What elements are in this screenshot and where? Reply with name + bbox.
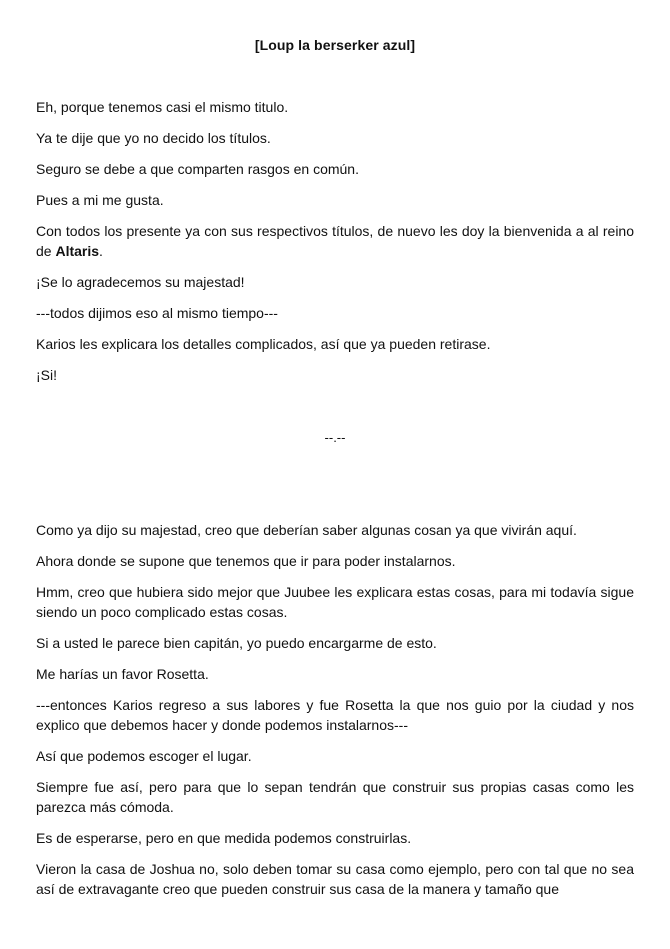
page-title: [Loup la berserker azul] bbox=[254, 37, 416, 53]
paragraph: ---todos dijimos eso al mismo tiempo--- bbox=[36, 305, 278, 321]
paragraph: Como ya dijo su majestad, creo que deberían saber algunas cosan ya que vivirán aquí. bbox=[36, 522, 577, 538]
paragraph: Pues a mi me gusta. bbox=[36, 192, 164, 208]
paragraph: Eh, porque tenemos casi el mismo titulo. bbox=[36, 99, 289, 115]
paragraph: Hmm, creo que hubiera sido mejor que Juubee les explicara estas cosas, para mi todavía sigue siendo un poco complicado estas cosas. bbox=[36, 584, 634, 620]
paragraph: ¡Se lo agradecemos su majestad! bbox=[36, 274, 245, 290]
paragraph: Ya te dije que yo no decido los títulos. bbox=[36, 130, 271, 146]
paragraph: Vieron la casa de Joshua no, solo deben tomar su casa como ejemplo, pero con tal que no sea así de extravagante creo que pueden construir sus casa de la manera y tamaño que bbox=[36, 861, 634, 897]
paragraph-text: Con todos los presente ya con sus respectivos títulos, de nuevo les doy la bienvenida a al reino de bbox=[36, 223, 634, 259]
paragraph: Me harías un favor Rosetta. bbox=[36, 666, 209, 682]
paragraph: Así que podemos escoger el lugar. bbox=[36, 748, 252, 764]
paragraph: Seguro se debe a que comparten rasgos en común. bbox=[36, 161, 359, 177]
paragraph bbox=[36, 221, 634, 261]
paragraph: Siempre fue así, pero para que lo sepan tendrán que construir sus propias casas como les parezca más cómoda. bbox=[36, 779, 634, 815]
paragraph: Si a usted le parece bien capitán, yo puedo encargarme de esto. bbox=[36, 635, 437, 651]
section-separator: --.-- bbox=[324, 430, 346, 445]
paragraph: Es de esperarse, pero en que medida podemos construirlas. bbox=[36, 830, 412, 846]
place-name: Altaris bbox=[55, 243, 100, 259]
paragraph: Ahora donde se supone que tenemos que ir para poder instalarnos. bbox=[36, 553, 456, 569]
paragraph-text: . bbox=[99, 243, 103, 259]
paragraph: Karios les explicara los detalles complicados, así que ya pueden retirase. bbox=[36, 336, 491, 352]
paragraph: ¡Si! bbox=[36, 367, 57, 383]
paragraph: ---entonces Karios regreso a sus labores y fue Rosetta la que nos guio por la ciudad y nos explico que debemos hacer y donde podemos instalarnos--- bbox=[36, 697, 634, 733]
